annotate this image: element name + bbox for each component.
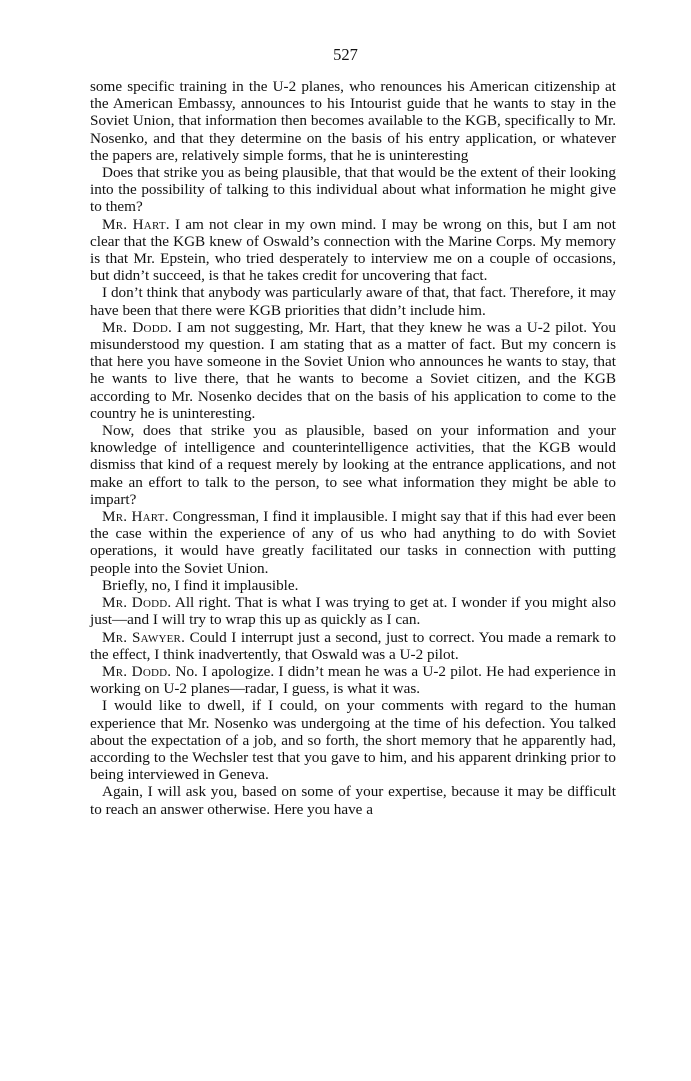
page-number: 527 (333, 45, 358, 64)
paragraph-text: Again, I will ask you, based on some of your expertise, because it may be difficult to reach an answer otherwise. Here you have a (90, 783, 616, 818)
paragraph-text: some specific training in the U-2 planes, who renounces his American citizenship at the American Embassy, announces to his Intourist guide that he wants to stay in the Soviet Union, that information then becomes available to the KGB, specifically to Mr. Nosenko, and that they determine on the basis of his entry application, or whatever the papers are, relatively simple forms, that he is uninteresting (90, 78, 616, 164)
paragraph (90, 663, 616, 697)
paragraph (90, 164, 616, 216)
paragraph-text: I don’t think that anybody was particularly aware of that, that fact. Therefore, it may have been that there were KGB priorities that didn’t include him. (90, 284, 616, 319)
speaker-label: Mr. Hart. (102, 508, 169, 526)
paragraph-text: Now, does that strike you as plausible, based on your information and your knowledge of intelligence and counterintelligence activities, that the KGB would dismiss that kind of a request merely by looking at the entrance applications, and not make an effort to talk to the person, to see what information they might be able to impart? (90, 422, 616, 508)
paragraph (90, 594, 616, 628)
paragraph-text: All right. That is what I was trying to get at. I wonder if you might also just—and I will try to wrap this up as quickly as I can. (90, 594, 616, 629)
paragraph (90, 319, 616, 422)
paragraph (90, 508, 616, 577)
paragraph (90, 629, 616, 663)
paragraph (90, 422, 616, 508)
speaker-label: Mr. Hart. (102, 215, 170, 233)
paragraph (90, 697, 616, 783)
paragraph-text: Could I interrupt just a second, just to correct. You made a remark to the effect, I think inadvertently, that Oswald was a U-2 pilot. (90, 628, 616, 663)
speaker-label: Mr. Dodd. (102, 594, 172, 612)
paragraph-text: I would like to dwell, if I could, on your comments with regard to the human experience that Mr. Nosenko was undergoing at the time of his defection. You talked about the expectation of a job, and so forth, the short memory that he apparently had, according to the Wechsler test that you gave to him, and his apparent drinking prior to being interviewed in Geneva. (90, 697, 616, 784)
paragraph (90, 78, 616, 164)
paragraph (90, 284, 616, 318)
paragraph (90, 577, 616, 594)
paragraph-text: Briefly, no, I find it implausible. (102, 576, 299, 594)
paragraph-text: I am not clear in my own mind. I may be wrong on this, but I am not clear that the KGB knew of Oswald’s connection with the Marine Corps. My memory is that Mr. Epstein, who tried desperately to interview me on a couple of occasions, but didn’t succeed, is that he takes credit for uncovering that fact. (90, 215, 616, 285)
speaker-label: Mr. Dodd. (102, 318, 172, 336)
paragraph (90, 783, 616, 817)
paragraph-text: Does that strike you as being plausible, that that would be the extent of their looking into the possibility of talking to this individual about what information he might give to them? (90, 164, 616, 216)
paragraph-text: I am not suggesting, Mr. Hart, that they knew he was a U-2 pilot. You misunderstood my question. I am stating that as a matter of fact. But my concern is that here you have someone in the Soviet Union who announces he wants to stay, that he wants to live there, that he wants to become a Soviet citizen, and the KGB according to Mr. Nosenko decides that on the basis of his application to come to the country he is uninteresting. (90, 318, 616, 422)
paragraph-text: No. I apologize. I didn’t mean he was a U-2 pilot. He had experience in working on U-2 planes—radar, I guess, is what it was. (90, 662, 616, 698)
speaker-label: Mr. Dodd. (102, 662, 172, 680)
paragraph (90, 216, 616, 285)
speaker-label: Mr. Sawyer. (102, 628, 186, 646)
paragraph-text: Congressman, I find it implausible. I might say that if this had ever been the case within the experience of any of us who had anything to do with Soviet operations, it would have greatly facilitated our tasks in connection with putting people into the Soviet Union. (90, 508, 616, 577)
body-text (90, 78, 616, 818)
